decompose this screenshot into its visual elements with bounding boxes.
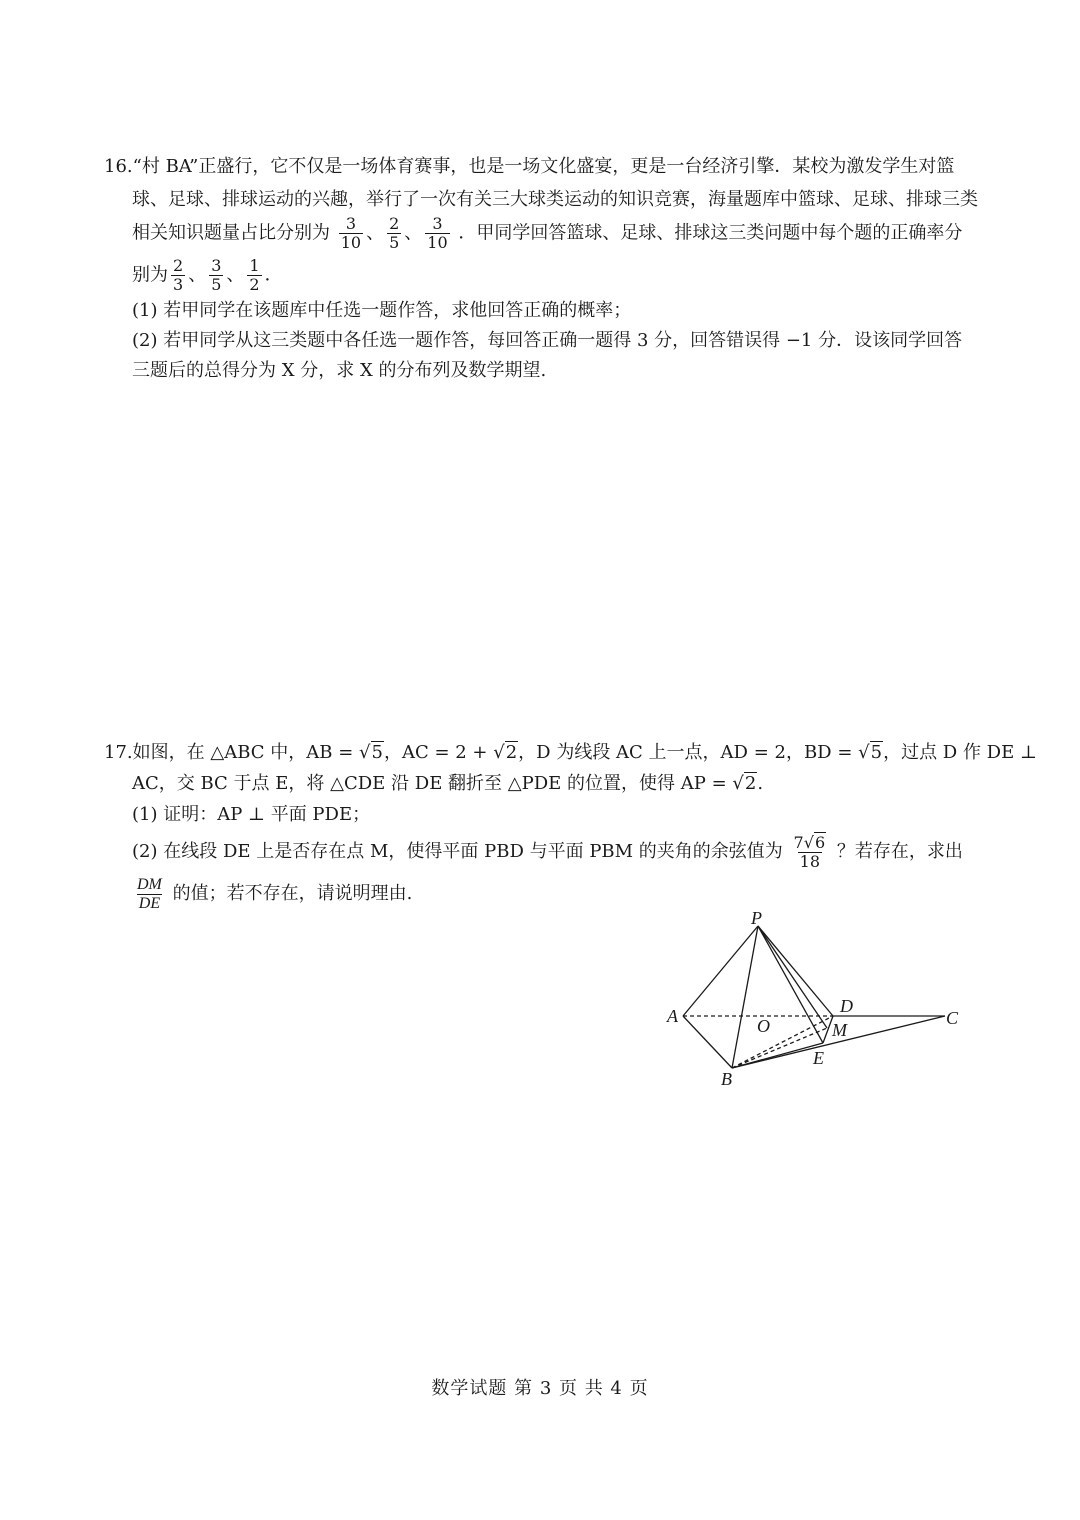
q16-rate-football: $\frac{3}{5}$ xyxy=(211,256,222,294)
q17-part1: (1) 证明：AP ⊥ 平面 PDE； xyxy=(132,804,371,825)
sqrt-2: √2 xyxy=(493,742,518,763)
q17-dm-de-fraction: $\frac{DM}{DE}$ xyxy=(137,875,162,912)
q16-line4: 别为 $\frac{2}{3}$ 、 $\frac{3}{5}$ 、 $\frac{1}{2}$ ． xyxy=(132,256,283,294)
q17-part2-line1: (2) 在线段 DE 上是否存在点 M，使得平面 PBD 与平面 PBM 的夹角的余弦值为 $\frac{7√6}{18}$ ？若存在，求出 xyxy=(132,832,963,871)
q16-stem-1: “村 BA”正盛行，它不仅是一场体育赛事，也是一场文化盛宴，更是一台经济引擎．某校为激发学生对篮 xyxy=(132,156,955,177)
q16-line1 xyxy=(104,154,954,180)
q16-rate-basketball: $\frac{2}{3}$ xyxy=(173,256,184,294)
q16-part2-line1: (2) 若甲同学从这三类题中各任选一题作答，每回答正确一题得 3 分，回答错误得 −1 分．设该同学回答 xyxy=(132,330,963,351)
edge-PB xyxy=(732,926,758,1068)
sqrt-5-bd: √5 xyxy=(858,742,883,763)
q16-stem-3a: 相关知识题量占比分别为 xyxy=(132,222,330,244)
label-M: M xyxy=(832,1020,847,1040)
label-C: C xyxy=(946,1008,959,1028)
q17-line2: AC，交 BC 于点 E，将 △CDE 沿 DE 翻折至 △PDE 的位置，使得 AP = √2. xyxy=(132,771,763,797)
label-D: D xyxy=(840,996,853,1016)
edge-PD xyxy=(758,926,833,1016)
edge-AB xyxy=(683,1016,732,1068)
label-B: B xyxy=(721,1069,732,1089)
q16-part1: (1) 若甲同学在该题库中任选一题作答，求他回答正确的概率； xyxy=(132,300,632,321)
q16-part2-line2: 三题后的总得分为 X 分，求 X 的分布列及数学期望. xyxy=(132,360,547,381)
q16-rate-volleyball: $\frac{1}{2}$ xyxy=(249,256,260,294)
label-A: A xyxy=(667,1006,678,1026)
q17-part2-line2: $\frac{DM}{DE}$ 的值；若不存在，请说明理由. xyxy=(137,875,413,912)
q17-cos-fraction: $\frac{7√6}{18}$ xyxy=(793,832,826,871)
q16-ratio-volleyball: $\frac{3}{10}$ xyxy=(427,214,448,252)
sqrt-2-ap: √2 xyxy=(732,773,757,794)
label-O: O xyxy=(757,1016,770,1036)
q16-line3: 相关知识题量占比分别为 $\frac{3}{10}$ 、 $\frac{2}{5}$ 、 $\frac{3}{10}$ ．甲同学回答篮球、足球、排球这三类问题中每个题的正确率分 xyxy=(132,214,963,252)
q17-number: 17. xyxy=(104,742,133,763)
geometry-figure xyxy=(655,912,975,1092)
q16-ratio-football: $\frac{2}{5}$ xyxy=(389,214,400,252)
q16-line2: 球、足球、排球运动的兴趣，举行了一次有关三大球类运动的知识竞赛，海量题库中篮球、足球、排球三类 xyxy=(132,189,978,210)
edge-PM xyxy=(758,926,827,1028)
q16-number: 16. xyxy=(104,156,133,177)
q16-ratio-basketball: $\frac{3}{10}$ xyxy=(340,214,362,252)
page-footer: 数学试题 第 3 页 共 4 页 xyxy=(431,1378,649,1399)
q17-line1: 17.如图，在 △ABC 中，AB = √5，AC = 2 + √2，D 为线段 AC 上一点，AD = 2，BD = √5，过点 D 作 DE ⊥ xyxy=(104,740,1037,766)
label-E: E xyxy=(813,1048,824,1068)
sqrt-5: √5 xyxy=(359,742,383,763)
q16-stem-3b: ．甲同学回答篮球、足球、排球这三类问题中每个题的正确率分 xyxy=(458,222,963,244)
label-P: P xyxy=(751,912,762,928)
edge-PA xyxy=(683,926,758,1016)
